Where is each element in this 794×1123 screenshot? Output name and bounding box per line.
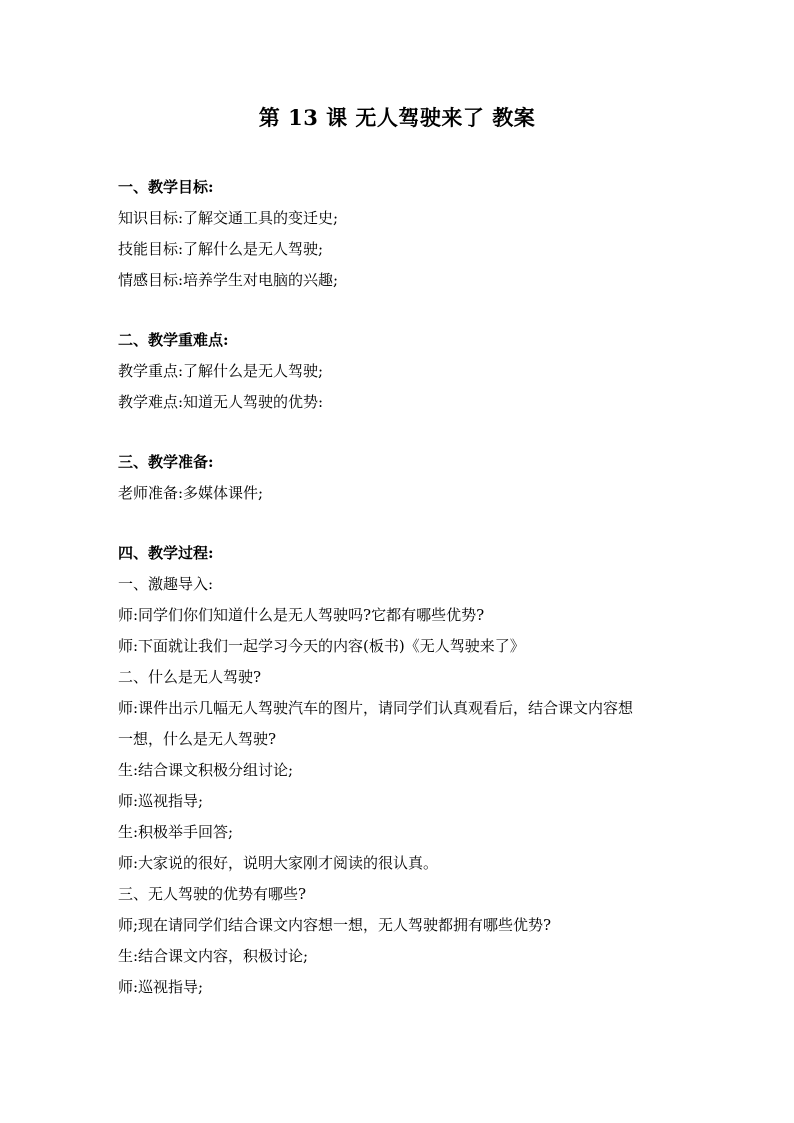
paragraph-line: 生:积极举手回答;: [118, 823, 234, 841]
paragraph-line: 教学难点:知道无人驾驶的优势:: [118, 393, 324, 411]
paragraph-line: 一、激趣导入:: [118, 575, 214, 593]
paragraph-line: 一想，什么是无人驾驶?: [118, 730, 277, 748]
section-spacer: [118, 509, 698, 538]
section-heading: 一、教学目标:: [118, 178, 214, 196]
paragraph-line: 生:结合课文内容，积极讨论;: [118, 947, 309, 965]
paragraph-line: 师:同学们你们知道什么是无人驾驶吗?它都有哪些优势?: [118, 606, 485, 624]
paragraph-line: 师:大家说的很好，说明大家刚才阅读的很认真。: [118, 854, 439, 872]
paragraph-line: 情感目标:培养学生对电脑的兴趣;: [118, 271, 339, 289]
section-teaching-preparation: [118, 447, 698, 509]
paragraph-line: 师:下面就让我们一起学习今天的内容(板书)《无人驾驶来了》: [118, 637, 525, 655]
section-heading: 三、教学准备:: [118, 453, 214, 471]
paragraph-line: 师:巡视指导;: [118, 792, 204, 810]
paragraph-line: 三、无人驾驶的优势有哪些?: [118, 885, 307, 903]
paragraph-line: 师:巡视指导;: [118, 978, 204, 996]
document-title: 第 13 课 无人驾驶来了 教案: [258, 105, 536, 130]
section-teaching-process: [118, 538, 698, 1003]
paragraph-line: 教学重点:了解什么是无人驾驶;: [118, 362, 324, 380]
paragraph-line: 生:结合课文积极分组讨论;: [118, 761, 294, 779]
section-heading: 四、教学过程:: [118, 544, 214, 562]
paragraph-line: 二、什么是无人驾驶?: [118, 668, 262, 686]
paragraph-line: 老师准备:多媒体课件;: [118, 484, 264, 502]
document-body: [118, 172, 698, 1003]
section-teaching-objectives: [118, 172, 698, 296]
paragraph-line: 师:课件出示几幅无人驾驶汽车的图片，请同学们认真观看后，结合课文内容想: [118, 699, 634, 717]
section-heading: 二、教学重难点:: [118, 331, 229, 349]
paragraph-line: 技能目标:了解什么是无人驾驶;: [118, 240, 324, 258]
section-key-difficult-points: [118, 325, 698, 418]
paragraph-line: 知识目标:了解交通工具的变迁史;: [118, 209, 339, 227]
paragraph-line: 师;现在请同学们结合课文内容想一想，无人驾驶都拥有哪些优势?: [118, 916, 552, 934]
section-spacer: [118, 296, 698, 325]
section-spacer: [118, 418, 698, 447]
